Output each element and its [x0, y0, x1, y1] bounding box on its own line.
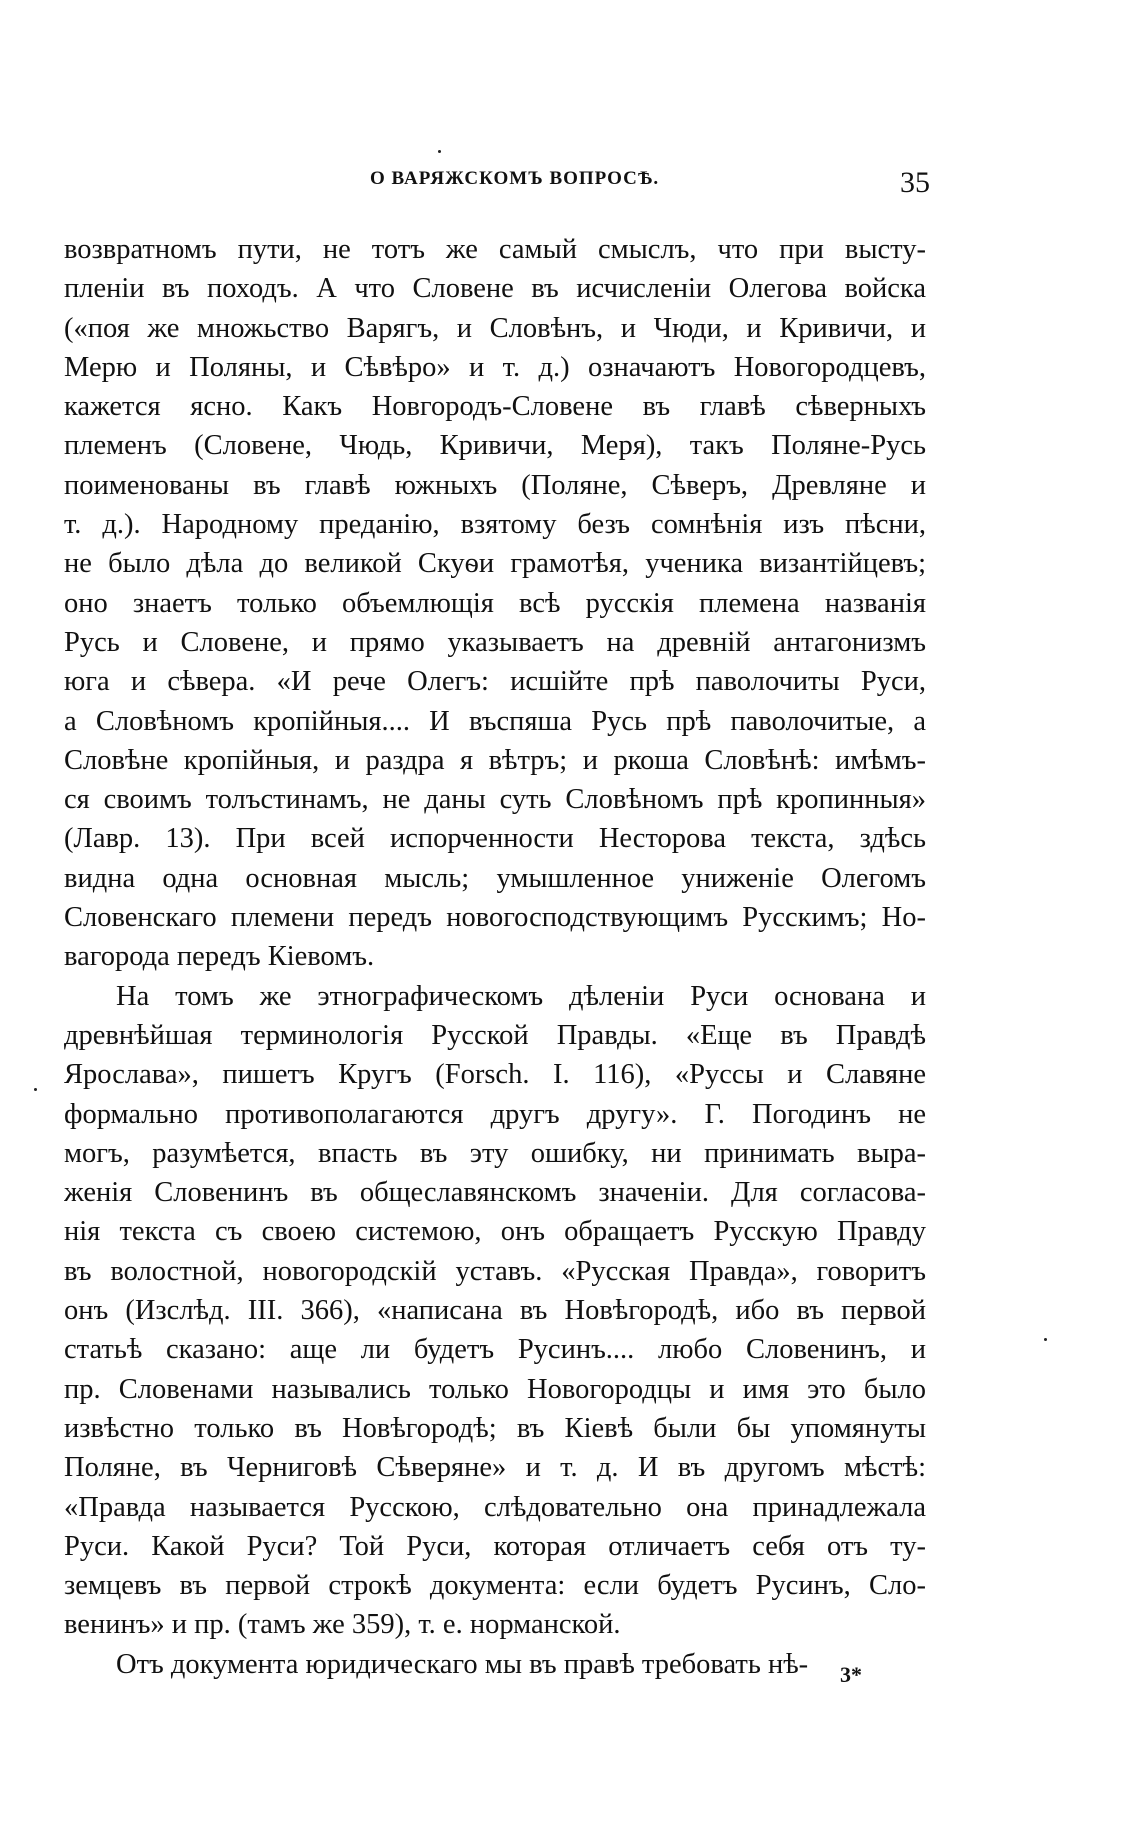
signature-mark: 3*	[840, 1662, 862, 1687]
text-line: а Словѣномъ кропійныя.... И въспяша Русь прѣ паволочитые, а	[64, 705, 926, 737]
text-line: кажется ясно. Какъ Новгородъ-Словене въ главѣ сѣверныхъ	[64, 391, 926, 423]
text-line: могъ, разумѣется, впасть въ эту ошибку, ни принимать выра-	[64, 1137, 926, 1169]
text-line: не было дѣла до великой Скуѳи грамотѣя, ученика византійцевъ;	[64, 548, 926, 580]
text-line: т. д.). Народному преданію, взятому безъ сомнѣнія изъ пѣсни,	[64, 509, 926, 541]
text-line: оно знаетъ только объемлющія всѣ русскія племена названія	[64, 587, 926, 619]
page-number: 35	[900, 166, 930, 199]
text-line: Мерю и Поляны, и Сѣвѣро» и т. д.) означаютъ Новогородцевъ,	[64, 351, 926, 383]
text-line: извѣстно только въ Новѣгородѣ; въ Кіевѣ были бы упомянуты	[64, 1412, 926, 1444]
text-line: Русь и Словене, и прямо указываетъ на древній антагонизмъ	[64, 626, 926, 658]
body-text	[64, 230, 926, 1684]
text-line: поименованы въ главѣ южныхъ (Поляне, Сѣверъ, Древляне и	[64, 469, 926, 501]
text-line: Поляне, въ Черниговѣ Сѣверяне» и т. д. И въ другомъ мѣстѣ:	[64, 1452, 926, 1484]
text-line: Ярослава», пишетъ Кругъ (Forsch. I. 116), «Руссы и Славяне	[64, 1059, 926, 1091]
running-title: О ВАРЯЖСКОМЪ ВОПРОСѢ.	[370, 168, 660, 189]
text-line: женія Словенинъ въ общеславянскомъ значеніи. Для согласова-	[64, 1177, 926, 1209]
text-line: возвратномъ пути, не тотъ же самый смыслъ, что при высту-	[64, 234, 926, 265]
text-line: въ волостной, новогородскій уставъ. «Русская Правда», говоритъ	[64, 1255, 926, 1287]
print-speck	[438, 150, 441, 153]
text-line: ся своимъ толъстинамъ, не даны суть Словѣномъ прѣ кропинныя»	[64, 784, 926, 816]
print-speck	[34, 1088, 37, 1091]
text-line: Словенскаго племени передъ новогосподствующимъ Русскимъ; Но-	[64, 902, 926, 934]
text-line: юга и сѣвера. «И рече Олегъ: исшійте прѣ паволочиты Руси,	[64, 666, 926, 698]
text-line: Словѣне кропійныя, и раздра я вѣтръ; и ркоша Словѣнѣ: имѣмъ-	[64, 744, 926, 776]
text-line: статьѣ сказано: аще ли будетъ Русинъ.... любо Словенинъ, и	[64, 1334, 926, 1366]
text-line: онъ (Изслѣд. III. 366), «написана въ Новѣгородѣ, ибо въ первой	[64, 1295, 926, 1327]
text-line: Руси. Какой Руси? Той Руси, которая отличаетъ себя отъ ту-	[64, 1530, 926, 1562]
text-line: племенъ (Словене, Чюдь, Кривичи, Меря), такъ Поляне-Русь	[64, 430, 926, 462]
text-line: пленіи въ походъ. А что Словене въ исчисленіи Олегова войска	[64, 273, 926, 305]
text-line: («поя же множьство Варягъ, и Словѣнъ, и Чюди, и Кривичи, и	[64, 312, 926, 344]
print-speck	[1044, 1338, 1047, 1341]
text-line: земцевъ въ первой строкѣ документа: если будетъ Русинъ, Сло-	[64, 1570, 926, 1602]
text-line: (Лавр. 13). При всей испорченности Несторова текста, здѣсь	[64, 823, 926, 855]
paragraph-start-line: На томъ же этнографическомъ дѣленіи Руси основана и	[116, 980, 926, 1012]
text-line: видна одна основная мысль; умышленное униженіе Олегомъ	[64, 862, 926, 894]
text-line: венинъ» и пр. (тамъ же 359), т. е. норманской.	[64, 1609, 621, 1641]
paragraph-start-line: Отъ документа юридическаго мы въ правѣ требовать нѣ-	[116, 1648, 809, 1680]
text-line: нія текста съ своею системою, онъ обращаетъ Русскую Правду	[64, 1216, 926, 1248]
text-line: вагорода передъ Кіевомъ.	[64, 941, 375, 973]
text-line: формально противополагаются другъ другу». Г. Погодинъ не	[64, 1098, 926, 1130]
text-line: древнѣйшая терминологія Русской Правды. «Еще въ Правдѣ	[64, 1019, 926, 1051]
text-line: пр. Словенами назывались только Новогородцы и имя это было	[64, 1373, 926, 1405]
text-line: «Правда называется Русскою, слѣдовательно она принадлежала	[64, 1491, 926, 1523]
